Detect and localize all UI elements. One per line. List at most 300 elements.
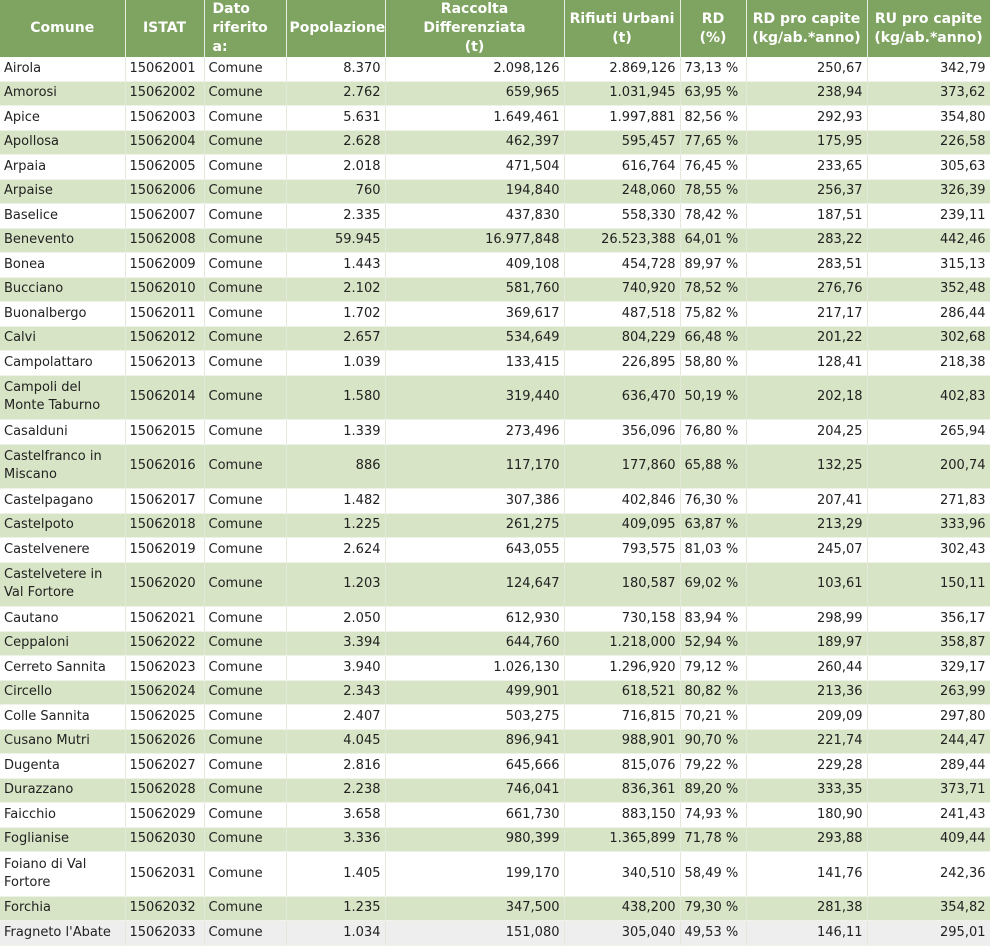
cell-comune: Amorosi bbox=[0, 81, 125, 106]
cell-popolazione: 1.482 bbox=[286, 489, 385, 514]
cell-comune: Arpaise bbox=[0, 179, 125, 204]
cell-rd-pro-capite: 281,38 bbox=[746, 896, 867, 921]
cell-comune: Baselice bbox=[0, 204, 125, 229]
table-row bbox=[0, 179, 990, 204]
cell-ru-pro-capite: 402,83 bbox=[867, 375, 990, 420]
header-ru-line1: Rifiuti Urbani bbox=[569, 10, 675, 27]
cell-ru-pro-capite: 358,87 bbox=[867, 631, 990, 656]
cell-dato: Comune bbox=[204, 155, 286, 180]
header-dato-line2: riferito a: bbox=[212, 20, 268, 55]
header-ru-pro-capite[interactable] bbox=[867, 0, 990, 57]
cell-raccolta-differenziata: 273,496 bbox=[385, 420, 564, 445]
cell-istat: 15062032 bbox=[125, 896, 204, 921]
cell-rd-pro-capite: 245,07 bbox=[746, 538, 867, 563]
cell-popolazione: 2.050 bbox=[286, 607, 385, 632]
cell-rifiuti-urbani: 836,361 bbox=[564, 778, 680, 803]
cell-raccolta-differenziata: 581,760 bbox=[385, 277, 564, 302]
header-popolazione[interactable]: Popolazione bbox=[286, 0, 385, 57]
cell-rd-percent: 77,65 % bbox=[680, 130, 746, 155]
cell-rifiuti-urbani: 793,575 bbox=[564, 538, 680, 563]
cell-dato: Comune bbox=[204, 896, 286, 921]
cell-comune: Cautano bbox=[0, 607, 125, 632]
cell-comune: Airola bbox=[0, 57, 125, 81]
cell-comune: Cusano Mutri bbox=[0, 729, 125, 754]
table-row bbox=[0, 562, 990, 607]
header-ru-line2: (t) bbox=[612, 29, 632, 46]
cell-ru-pro-capite: 373,71 bbox=[867, 778, 990, 803]
cell-comune: Castelpagano bbox=[0, 489, 125, 514]
cell-rd-percent: 76,30 % bbox=[680, 489, 746, 514]
cell-raccolta-differenziata: 369,617 bbox=[385, 302, 564, 327]
cell-raccolta-differenziata: 896,941 bbox=[385, 729, 564, 754]
cell-raccolta-differenziata: 199,170 bbox=[385, 852, 564, 897]
cell-rd-pro-capite: 202,18 bbox=[746, 375, 867, 420]
cell-dato: Comune bbox=[204, 444, 286, 489]
cell-istat: 15062026 bbox=[125, 729, 204, 754]
cell-rifiuti-urbani: 636,470 bbox=[564, 375, 680, 420]
cell-ru-pro-capite: 241,43 bbox=[867, 803, 990, 828]
cell-dato: Comune bbox=[204, 538, 286, 563]
cell-popolazione: 2.816 bbox=[286, 754, 385, 779]
cell-popolazione: 2.343 bbox=[286, 680, 385, 705]
cell-popolazione: 1.225 bbox=[286, 513, 385, 538]
table-row bbox=[0, 106, 990, 131]
cell-dato: Comune bbox=[204, 656, 286, 681]
cell-rifiuti-urbani: 988,901 bbox=[564, 729, 680, 754]
cell-popolazione: 3.394 bbox=[286, 631, 385, 656]
cell-raccolta-differenziata: 117,170 bbox=[385, 444, 564, 489]
cell-comune: Foiano di Val Fortore bbox=[0, 852, 125, 897]
cell-raccolta-differenziata: 645,666 bbox=[385, 754, 564, 779]
cell-rifiuti-urbani: 454,728 bbox=[564, 253, 680, 278]
cell-ru-pro-capite: 305,63 bbox=[867, 155, 990, 180]
cell-rd-pro-capite: 217,17 bbox=[746, 302, 867, 327]
cell-dato: Comune bbox=[204, 375, 286, 420]
cell-rd-pro-capite: 175,95 bbox=[746, 130, 867, 155]
cell-rd-percent: 69,02 % bbox=[680, 562, 746, 607]
cell-rifiuti-urbani: 438,200 bbox=[564, 896, 680, 921]
table-row bbox=[0, 155, 990, 180]
cell-raccolta-differenziata: 661,730 bbox=[385, 803, 564, 828]
cell-rifiuti-urbani: 1.997,881 bbox=[564, 106, 680, 131]
table-row bbox=[0, 351, 990, 376]
header-rdp-line1: RD bbox=[701, 10, 725, 27]
cell-comune: Calvi bbox=[0, 326, 125, 351]
cell-ru-pro-capite: 315,13 bbox=[867, 253, 990, 278]
cell-popolazione: 4.045 bbox=[286, 729, 385, 754]
header-rd-line1: Raccolta Differenziata bbox=[423, 1, 526, 36]
cell-rd-percent: 52,94 % bbox=[680, 631, 746, 656]
table-row bbox=[0, 538, 990, 563]
cell-popolazione: 886 bbox=[286, 444, 385, 489]
cell-rd-percent: 76,45 % bbox=[680, 155, 746, 180]
cell-istat: 15062025 bbox=[125, 705, 204, 730]
cell-popolazione: 1.235 bbox=[286, 896, 385, 921]
cell-istat: 15062021 bbox=[125, 607, 204, 632]
cell-dato: Comune bbox=[204, 179, 286, 204]
cell-dato: Comune bbox=[204, 81, 286, 106]
cell-istat: 15062003 bbox=[125, 106, 204, 131]
cell-raccolta-differenziata: 151,080 bbox=[385, 921, 564, 946]
table-row bbox=[0, 489, 990, 514]
cell-istat: 15062015 bbox=[125, 420, 204, 445]
cell-istat: 15062014 bbox=[125, 375, 204, 420]
cell-rd-percent: 79,30 % bbox=[680, 896, 746, 921]
header-comune[interactable]: Comune bbox=[0, 0, 125, 57]
cell-popolazione: 59.945 bbox=[286, 228, 385, 253]
cell-raccolta-differenziata: 612,930 bbox=[385, 607, 564, 632]
cell-comune: Forchia bbox=[0, 896, 125, 921]
cell-dato: Comune bbox=[204, 607, 286, 632]
cell-dato: Comune bbox=[204, 680, 286, 705]
cell-ru-pro-capite: 354,82 bbox=[867, 896, 990, 921]
cell-ru-pro-capite: 326,39 bbox=[867, 179, 990, 204]
header-rupc-line1: RU pro capite bbox=[874, 10, 983, 27]
header-rd-pro-capite[interactable] bbox=[746, 0, 867, 57]
cell-rd-percent: 82,56 % bbox=[680, 106, 746, 131]
cell-istat: 15062016 bbox=[125, 444, 204, 489]
cell-dato: Comune bbox=[204, 204, 286, 229]
cell-comune: Castelpoto bbox=[0, 513, 125, 538]
cell-ru-pro-capite: 302,68 bbox=[867, 326, 990, 351]
cell-popolazione: 1.702 bbox=[286, 302, 385, 327]
cell-rifiuti-urbani: 226,895 bbox=[564, 351, 680, 376]
cell-istat: 15062013 bbox=[125, 351, 204, 376]
cell-istat: 15062031 bbox=[125, 852, 204, 897]
cell-istat: 15062018 bbox=[125, 513, 204, 538]
cell-rifiuti-urbani: 305,040 bbox=[564, 921, 680, 946]
cell-raccolta-differenziata: 1.026,130 bbox=[385, 656, 564, 681]
header-rdpc-line1: RD pro capite bbox=[752, 10, 861, 27]
cell-popolazione: 2.657 bbox=[286, 326, 385, 351]
cell-rd-pro-capite: 283,22 bbox=[746, 228, 867, 253]
cell-rd-percent: 76,80 % bbox=[680, 420, 746, 445]
cell-popolazione: 2.102 bbox=[286, 277, 385, 302]
cell-popolazione: 1.443 bbox=[286, 253, 385, 278]
cell-rifiuti-urbani: 248,060 bbox=[564, 179, 680, 204]
table-row bbox=[0, 420, 990, 445]
cell-rd-percent: 81,03 % bbox=[680, 538, 746, 563]
cell-rd-pro-capite: 146,11 bbox=[746, 921, 867, 946]
cell-istat: 15062022 bbox=[125, 631, 204, 656]
cell-comune: Circello bbox=[0, 680, 125, 705]
cell-rd-percent: 80,82 % bbox=[680, 680, 746, 705]
cell-rd-percent: 89,20 % bbox=[680, 778, 746, 803]
cell-raccolta-differenziata: 133,415 bbox=[385, 351, 564, 376]
cell-ru-pro-capite: 265,94 bbox=[867, 420, 990, 445]
table-row bbox=[0, 277, 990, 302]
table-row bbox=[0, 852, 990, 897]
cell-istat: 15062005 bbox=[125, 155, 204, 180]
table-row bbox=[0, 81, 990, 106]
cell-rd-pro-capite: 233,65 bbox=[746, 155, 867, 180]
cell-rd-percent: 63,87 % bbox=[680, 513, 746, 538]
cell-popolazione: 5.631 bbox=[286, 106, 385, 131]
cell-comune: Foglianise bbox=[0, 827, 125, 852]
cell-rd-percent: 79,12 % bbox=[680, 656, 746, 681]
table-row bbox=[0, 631, 990, 656]
cell-popolazione: 2.238 bbox=[286, 778, 385, 803]
cell-popolazione: 3.336 bbox=[286, 827, 385, 852]
header-rd-percent[interactable] bbox=[680, 0, 746, 57]
cell-popolazione: 3.658 bbox=[286, 803, 385, 828]
cell-rd-percent: 64,01 % bbox=[680, 228, 746, 253]
cell-comune: Apollosa bbox=[0, 130, 125, 155]
cell-rd-percent: 74,93 % bbox=[680, 803, 746, 828]
cell-istat: 15062033 bbox=[125, 921, 204, 946]
cell-ru-pro-capite: 263,99 bbox=[867, 680, 990, 705]
cell-istat: 15062011 bbox=[125, 302, 204, 327]
cell-rifiuti-urbani: 402,846 bbox=[564, 489, 680, 514]
cell-ru-pro-capite: 356,17 bbox=[867, 607, 990, 632]
cell-dato: Comune bbox=[204, 302, 286, 327]
cell-istat: 15062001 bbox=[125, 57, 204, 81]
cell-rifiuti-urbani: 618,521 bbox=[564, 680, 680, 705]
table-row bbox=[0, 754, 990, 779]
cell-raccolta-differenziata: 746,041 bbox=[385, 778, 564, 803]
cell-rd-percent: 66,48 % bbox=[680, 326, 746, 351]
cell-istat: 15062010 bbox=[125, 277, 204, 302]
cell-rd-percent: 78,42 % bbox=[680, 204, 746, 229]
cell-dato: Comune bbox=[204, 253, 286, 278]
cell-comune: Ceppaloni bbox=[0, 631, 125, 656]
cell-rd-percent: 78,52 % bbox=[680, 277, 746, 302]
cell-comune: Campolattaro bbox=[0, 351, 125, 376]
cell-popolazione: 8.370 bbox=[286, 57, 385, 81]
cell-rifiuti-urbani: 1.296,920 bbox=[564, 656, 680, 681]
cell-popolazione: 1.339 bbox=[286, 420, 385, 445]
cell-comune: Castelfranco in Miscano bbox=[0, 444, 125, 489]
cell-rd-pro-capite: 221,74 bbox=[746, 729, 867, 754]
cell-comune: Apice bbox=[0, 106, 125, 131]
cell-raccolta-differenziata: 16.977,848 bbox=[385, 228, 564, 253]
cell-istat: 15062007 bbox=[125, 204, 204, 229]
cell-istat: 15062029 bbox=[125, 803, 204, 828]
cell-rifiuti-urbani: 616,764 bbox=[564, 155, 680, 180]
cell-comune: Bucciano bbox=[0, 277, 125, 302]
table-row bbox=[0, 253, 990, 278]
cell-comune: Benevento bbox=[0, 228, 125, 253]
cell-istat: 15062004 bbox=[125, 130, 204, 155]
cell-raccolta-differenziata: 409,108 bbox=[385, 253, 564, 278]
cell-ru-pro-capite: 226,58 bbox=[867, 130, 990, 155]
cell-popolazione: 2.407 bbox=[286, 705, 385, 730]
cell-dato: Comune bbox=[204, 729, 286, 754]
cell-dato: Comune bbox=[204, 803, 286, 828]
cell-rifiuti-urbani: 340,510 bbox=[564, 852, 680, 897]
cell-raccolta-differenziata: 319,440 bbox=[385, 375, 564, 420]
cell-ru-pro-capite: 289,44 bbox=[867, 754, 990, 779]
cell-comune: Castelvenere bbox=[0, 538, 125, 563]
table-row bbox=[0, 326, 990, 351]
cell-comune: Dugenta bbox=[0, 754, 125, 779]
cell-comune: Cerreto Sannita bbox=[0, 656, 125, 681]
cell-raccolta-differenziata: 499,901 bbox=[385, 680, 564, 705]
cell-ru-pro-capite: 242,36 bbox=[867, 852, 990, 897]
cell-comune: Fragneto l'Abate bbox=[0, 921, 125, 946]
cell-popolazione: 2.018 bbox=[286, 155, 385, 180]
cell-popolazione: 1.203 bbox=[286, 562, 385, 607]
table-row bbox=[0, 444, 990, 489]
cell-rd-percent: 50,19 % bbox=[680, 375, 746, 420]
cell-ru-pro-capite: 352,48 bbox=[867, 277, 990, 302]
table-row bbox=[0, 228, 990, 253]
cell-popolazione: 2.335 bbox=[286, 204, 385, 229]
cell-raccolta-differenziata: 980,399 bbox=[385, 827, 564, 852]
cell-istat: 15062020 bbox=[125, 562, 204, 607]
cell-ru-pro-capite: 373,62 bbox=[867, 81, 990, 106]
cell-rifiuti-urbani: 177,860 bbox=[564, 444, 680, 489]
cell-rd-pro-capite: 180,90 bbox=[746, 803, 867, 828]
cell-dato: Comune bbox=[204, 852, 286, 897]
cell-ru-pro-capite: 333,96 bbox=[867, 513, 990, 538]
cell-rd-percent: 79,22 % bbox=[680, 754, 746, 779]
cell-dato: Comune bbox=[204, 228, 286, 253]
cell-dato: Comune bbox=[204, 130, 286, 155]
cell-popolazione: 3.940 bbox=[286, 656, 385, 681]
header-dato[interactable] bbox=[204, 0, 286, 57]
cell-rifiuti-urbani: 716,815 bbox=[564, 705, 680, 730]
table-row bbox=[0, 778, 990, 803]
cell-istat: 15062024 bbox=[125, 680, 204, 705]
header-rdp-line2: (%) bbox=[699, 29, 727, 46]
cell-rd-percent: 75,82 % bbox=[680, 302, 746, 327]
cell-ru-pro-capite: 200,74 bbox=[867, 444, 990, 489]
cell-popolazione: 760 bbox=[286, 179, 385, 204]
cell-istat: 15062023 bbox=[125, 656, 204, 681]
cell-raccolta-differenziata: 2.098,126 bbox=[385, 57, 564, 81]
cell-rd-percent: 70,21 % bbox=[680, 705, 746, 730]
cell-comune: Durazzano bbox=[0, 778, 125, 803]
cell-popolazione: 1.580 bbox=[286, 375, 385, 420]
header-dato-line1: Dato bbox=[212, 1, 250, 17]
cell-rd-pro-capite: 298,99 bbox=[746, 607, 867, 632]
cell-dato: Comune bbox=[204, 351, 286, 376]
cell-ru-pro-capite: 271,83 bbox=[867, 489, 990, 514]
cell-comune: Buonalbergo bbox=[0, 302, 125, 327]
cell-raccolta-differenziata: 644,760 bbox=[385, 631, 564, 656]
cell-rd-pro-capite: 283,51 bbox=[746, 253, 867, 278]
table-row bbox=[0, 729, 990, 754]
table-row bbox=[0, 375, 990, 420]
cell-rd-percent: 71,78 % bbox=[680, 827, 746, 852]
cell-popolazione: 2.762 bbox=[286, 81, 385, 106]
table-row bbox=[0, 705, 990, 730]
table-row bbox=[0, 130, 990, 155]
cell-ru-pro-capite: 354,80 bbox=[867, 106, 990, 131]
cell-dato: Comune bbox=[204, 827, 286, 852]
cell-rd-pro-capite: 187,51 bbox=[746, 204, 867, 229]
cell-comune: Casalduni bbox=[0, 420, 125, 445]
cell-rd-pro-capite: 132,25 bbox=[746, 444, 867, 489]
header-raccolta-differenziata[interactable] bbox=[385, 0, 564, 57]
table-row bbox=[0, 680, 990, 705]
cell-ru-pro-capite: 150,11 bbox=[867, 562, 990, 607]
cell-istat: 15062017 bbox=[125, 489, 204, 514]
cell-istat: 15062028 bbox=[125, 778, 204, 803]
cell-rifiuti-urbani: 2.869,126 bbox=[564, 57, 680, 81]
cell-popolazione: 1.039 bbox=[286, 351, 385, 376]
cell-rifiuti-urbani: 409,095 bbox=[564, 513, 680, 538]
table-row bbox=[0, 827, 990, 852]
table-row bbox=[0, 896, 990, 921]
cell-dato: Comune bbox=[204, 420, 286, 445]
cell-rd-pro-capite: 189,97 bbox=[746, 631, 867, 656]
cell-istat: 15062012 bbox=[125, 326, 204, 351]
cell-raccolta-differenziata: 437,830 bbox=[385, 204, 564, 229]
cell-ru-pro-capite: 295,01 bbox=[867, 921, 990, 946]
cell-rifiuti-urbani: 558,330 bbox=[564, 204, 680, 229]
cell-rd-pro-capite: 293,88 bbox=[746, 827, 867, 852]
cell-raccolta-differenziata: 307,386 bbox=[385, 489, 564, 514]
header-rupc-line2: (kg/ab.*anno) bbox=[874, 29, 983, 46]
cell-rd-percent: 63,95 % bbox=[680, 81, 746, 106]
cell-rifiuti-urbani: 595,457 bbox=[564, 130, 680, 155]
cell-rd-percent: 58,80 % bbox=[680, 351, 746, 376]
cell-raccolta-differenziata: 534,649 bbox=[385, 326, 564, 351]
cell-rd-pro-capite: 209,09 bbox=[746, 705, 867, 730]
cell-raccolta-differenziata: 659,965 bbox=[385, 81, 564, 106]
cell-rd-pro-capite: 201,22 bbox=[746, 326, 867, 351]
cell-istat: 15062019 bbox=[125, 538, 204, 563]
cell-rifiuti-urbani: 730,158 bbox=[564, 607, 680, 632]
cell-rd-pro-capite: 250,67 bbox=[746, 57, 867, 81]
header-istat[interactable]: ISTAT bbox=[125, 0, 204, 57]
table-row bbox=[0, 607, 990, 632]
cell-rd-pro-capite: 260,44 bbox=[746, 656, 867, 681]
cell-ru-pro-capite: 342,79 bbox=[867, 57, 990, 81]
table-row bbox=[0, 204, 990, 229]
cell-raccolta-differenziata: 643,055 bbox=[385, 538, 564, 563]
cell-rifiuti-urbani: 1.031,945 bbox=[564, 81, 680, 106]
cell-dato: Comune bbox=[204, 106, 286, 131]
cell-dato: Comune bbox=[204, 921, 286, 946]
cell-raccolta-differenziata: 471,504 bbox=[385, 155, 564, 180]
header-rdpc-line2: (kg/ab.*anno) bbox=[752, 29, 861, 46]
cell-dato: Comune bbox=[204, 489, 286, 514]
cell-dato: Comune bbox=[204, 754, 286, 779]
cell-ru-pro-capite: 409,44 bbox=[867, 827, 990, 852]
cell-popolazione: 1.405 bbox=[286, 852, 385, 897]
header-row bbox=[0, 0, 990, 57]
cell-istat: 15062008 bbox=[125, 228, 204, 253]
header-rd-line2: (t) bbox=[464, 39, 485, 55]
cell-rd-pro-capite: 238,94 bbox=[746, 81, 867, 106]
cell-rd-percent: 90,70 % bbox=[680, 729, 746, 754]
cell-ru-pro-capite: 239,11 bbox=[867, 204, 990, 229]
cell-dato: Comune bbox=[204, 326, 286, 351]
cell-istat: 15062027 bbox=[125, 754, 204, 779]
table-row bbox=[0, 57, 990, 81]
cell-ru-pro-capite: 297,80 bbox=[867, 705, 990, 730]
cell-rd-pro-capite: 229,28 bbox=[746, 754, 867, 779]
cell-rd-percent: 83,94 % bbox=[680, 607, 746, 632]
cell-rd-pro-capite: 128,41 bbox=[746, 351, 867, 376]
table-row bbox=[0, 513, 990, 538]
cell-rifiuti-urbani: 1.365,899 bbox=[564, 827, 680, 852]
cell-rd-percent: 65,88 % bbox=[680, 444, 746, 489]
header-rifiuti-urbani[interactable] bbox=[564, 0, 680, 57]
cell-comune: Campoli del Monte Taburno bbox=[0, 375, 125, 420]
cell-rifiuti-urbani: 356,096 bbox=[564, 420, 680, 445]
cell-istat: 15062006 bbox=[125, 179, 204, 204]
cell-rifiuti-urbani: 26.523,388 bbox=[564, 228, 680, 253]
cell-popolazione: 2.624 bbox=[286, 538, 385, 563]
cell-comune: Arpaia bbox=[0, 155, 125, 180]
cell-rd-percent: 49,53 % bbox=[680, 921, 746, 946]
table-body bbox=[0, 57, 990, 945]
cell-popolazione: 1.034 bbox=[286, 921, 385, 946]
